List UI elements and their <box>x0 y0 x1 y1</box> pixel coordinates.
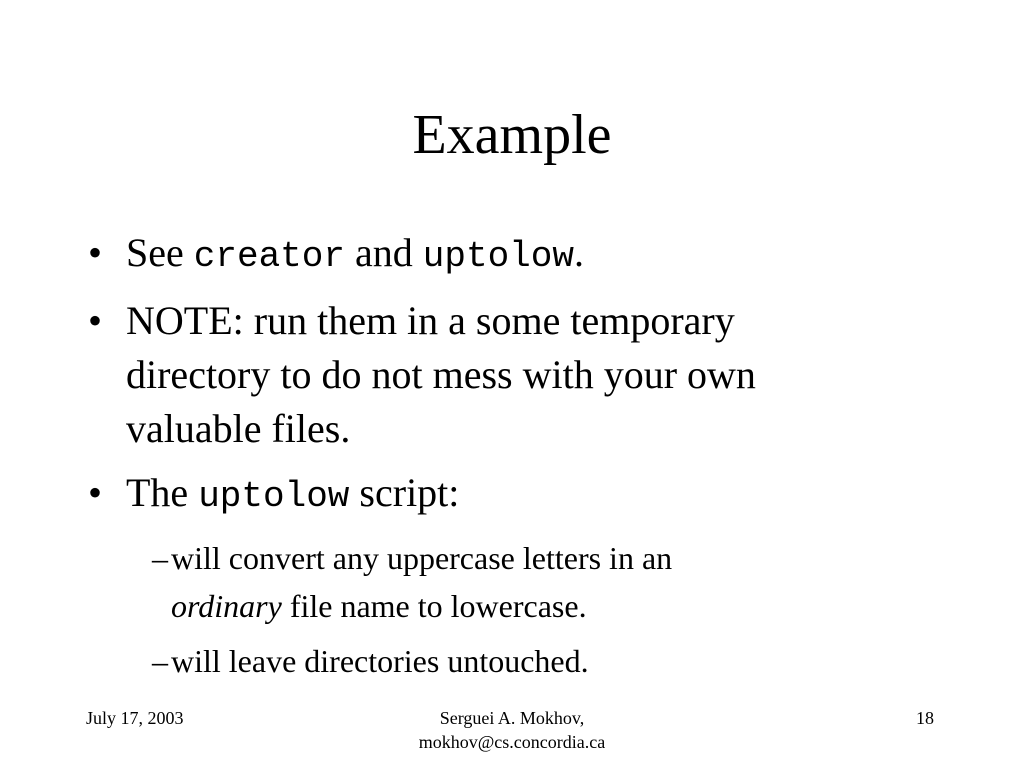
dash-marker: – <box>152 643 168 679</box>
bullet-see-scripts <box>88 226 888 284</box>
bullet-note-line: valuable files. <box>126 406 351 451</box>
slide-body <box>88 226 888 692</box>
code-creator: creator <box>193 236 345 277</box>
bullet-note-line: directory to do not mess with your own <box>126 352 756 397</box>
bullet-text-and: and <box>355 230 413 275</box>
emphasis-ordinary: ordinary <box>171 588 282 624</box>
code-uptolow: uptolow <box>198 476 350 517</box>
bullet-text-the: The <box>126 470 189 515</box>
subitem-line: will leave directories untouched. <box>171 643 589 679</box>
bullet-text-see: See <box>126 230 184 275</box>
bullet-uptolow-script <box>88 466 888 524</box>
dash-marker: – <box>152 540 168 576</box>
subitem-line: will convert any uppercase letters in an <box>171 540 673 576</box>
footer-author <box>0 706 1024 754</box>
page-number: 18 <box>916 708 934 728</box>
footer-author-name: Serguei A. Mokhov, <box>439 708 585 728</box>
subitem-leave-directories <box>152 637 888 685</box>
bullet-text-period: . <box>574 230 584 275</box>
footer-author-email: mokhov@cs.concordia.ca <box>418 732 606 752</box>
code-uptolow: uptolow <box>422 236 574 277</box>
subitem-line <box>171 582 888 630</box>
footer-date: July 17, 2003 <box>86 708 184 728</box>
slide-title: Example <box>412 104 612 166</box>
bullet-marker: • <box>88 298 103 343</box>
subitem-convert-uppercase <box>152 534 888 630</box>
bullet-note-line: NOTE: run them in a some temporary <box>126 298 735 343</box>
bullet-marker: • <box>88 230 103 275</box>
bullet-text-script: script: <box>359 470 460 515</box>
bullet-marker: • <box>88 470 103 515</box>
subitem-line-rest: file name to lowercase. <box>289 588 587 624</box>
bullet-note <box>88 294 888 456</box>
